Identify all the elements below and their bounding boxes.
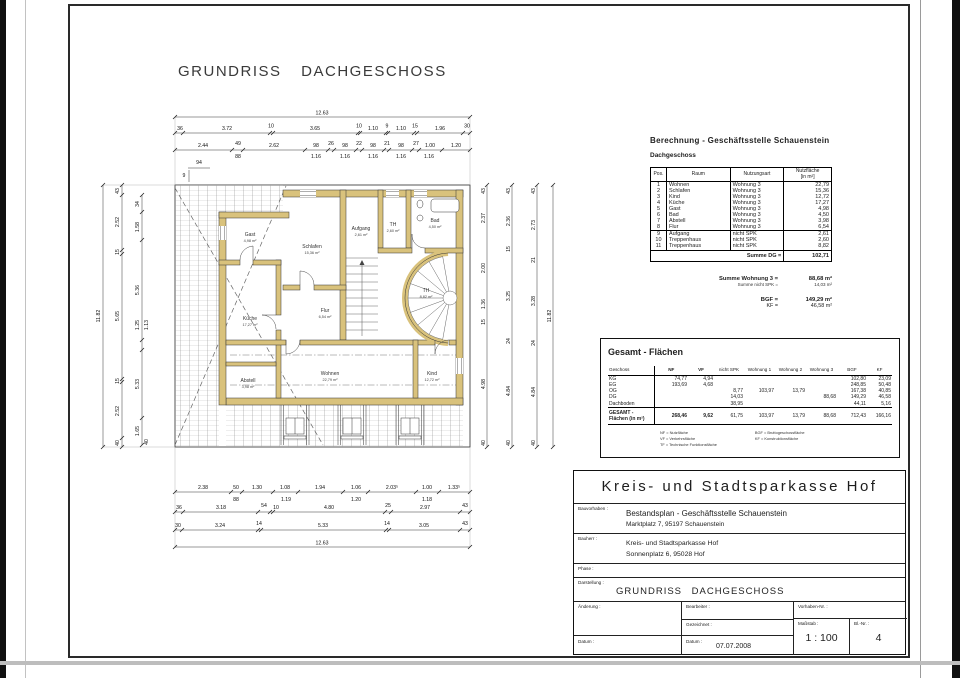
dim-label: 43 (462, 521, 468, 527)
cell: nicht SPK (730, 231, 784, 238)
dim-label: 1.20 (350, 497, 362, 503)
section-phase (574, 563, 905, 577)
dim-label: 1.10 (367, 126, 379, 132)
dim-label: 1.16 (423, 154, 435, 160)
table-row (608, 375, 892, 382)
dim-label: 3.28 (531, 295, 537, 307)
cell: 193,69 (671, 381, 687, 388)
dim-label: 54 (261, 503, 267, 509)
col-wohnung2: Wohnung 2 (775, 366, 806, 375)
cell: 102,80 (850, 375, 866, 382)
floor-plan (90, 100, 570, 560)
dim-label: 98 (313, 143, 319, 149)
cell: 103,97 (758, 388, 774, 395)
cell: Aufgang (666, 231, 730, 238)
bauherr-label: Bauherr : (578, 536, 597, 541)
cell-massstab (794, 619, 850, 655)
blnr-label: Bl.-Nr. : (854, 621, 870, 626)
room-area: 2,60 m² (386, 229, 400, 233)
dim-label: 1.25 (135, 319, 141, 331)
blnr-value: 4 (875, 632, 882, 644)
cell: Flur (666, 224, 730, 231)
scan-line-right (920, 0, 921, 678)
col-wohnung1: Wohnung 1 (744, 366, 775, 375)
dim-label: 1.08 (279, 485, 291, 491)
dim-label: 34 (135, 201, 141, 207)
dim-label: 40 (115, 440, 121, 446)
col-bgf: BGF (837, 366, 867, 375)
darstellung-value: GRUNDRISS DACHGESCHOSS (616, 586, 785, 597)
dim-label: 1.58 (135, 221, 141, 233)
room-area: 22,79 m² (322, 378, 338, 382)
dim-label: 98 (342, 143, 348, 149)
berechnung-subtitle: Dachgeschoss (650, 152, 696, 159)
room-name: Schlafen (302, 244, 322, 250)
dim-label: 2.97 (419, 505, 431, 511)
cell (775, 401, 806, 408)
dim-label: 15 (115, 249, 121, 255)
legend-item: KF = Konstruktionsfläche (754, 436, 799, 442)
cell: 268,46 (654, 407, 688, 425)
dim-label: 4.84 (506, 385, 512, 397)
room-schedule-table (650, 167, 832, 262)
cell-datum-mid (682, 635, 794, 655)
company-name: Kreis- und Stadtsparkasse Hof (601, 478, 878, 495)
dim-label: 98 (398, 143, 404, 149)
dim-label: 36 (177, 126, 183, 132)
dim-label: 25 (385, 503, 391, 509)
gesamt-legend (660, 430, 892, 448)
cell: EG (608, 382, 654, 388)
dim-label: 88 (233, 497, 239, 503)
cell: nicht SPK (730, 237, 784, 243)
col-raum: Raum (666, 168, 730, 182)
cell: 2 (656, 188, 660, 195)
cell: Treppenhaus (666, 237, 730, 243)
cell: 149,29 (850, 394, 866, 401)
cell: 50,48 (878, 381, 891, 388)
room-name: Wohnen (320, 371, 340, 377)
datum-left-label: Datum : (578, 639, 595, 644)
cell-aenderung (574, 602, 682, 635)
cell: 15,36 (784, 188, 832, 194)
summary-value: 88,68 m² (808, 275, 832, 282)
dim-label: 1.94 (314, 485, 326, 491)
total-label: GESAMT - Flächen (in m²) (608, 407, 654, 425)
dim-chain-bottom (173, 447, 472, 549)
cell: 14,03 (730, 394, 743, 401)
dim-label: 2.52 (115, 405, 121, 417)
gesamt-total-row (608, 407, 892, 425)
cell: Wohnung 3 (730, 182, 784, 189)
room-area: 4,98 m² (243, 239, 257, 243)
dim-label: 1.16 (367, 154, 379, 160)
cell: 46,58 (878, 394, 891, 401)
cell: 4,94 (703, 375, 713, 382)
dim-label: 2.62 (268, 143, 280, 149)
cell: 9,62 (688, 407, 714, 425)
table-row (608, 401, 892, 408)
room-area: 12,72 m² (424, 378, 440, 382)
dim-label: 49 (235, 141, 241, 147)
room-area: 15,36 m² (304, 251, 320, 255)
legend-item: NF = Nutzfläche (660, 430, 689, 436)
cell: 8,77 (733, 388, 743, 395)
dim-label: 1.10 (395, 126, 407, 132)
room-name: Kind (426, 371, 438, 377)
section-darstellung (574, 577, 905, 601)
col-geschoss: Geschoss (608, 366, 654, 375)
dim-label: 1.65 (135, 425, 141, 437)
dim-label: 26 (328, 141, 334, 147)
cell: 712,43 (837, 407, 867, 425)
dim-label: 9 (182, 173, 186, 179)
cell: Wohnung 3 (730, 206, 784, 212)
room-name: Abstell (240, 378, 256, 384)
room-name: Bad (430, 218, 440, 224)
dim-label: 3.05 (418, 523, 430, 529)
cell: 5,16 (881, 400, 891, 407)
cell: 74,77 (674, 375, 687, 382)
table-sum-row (651, 250, 832, 261)
dim-label: 1.36 (481, 298, 487, 310)
cell: DG (608, 394, 654, 400)
dim-label: 1.19 (280, 497, 292, 503)
dim-chain-left (96, 183, 175, 449)
dim-label: 2.44 (197, 143, 209, 149)
massstab-label: Maßstab : (798, 621, 819, 626)
cell: Gast (666, 206, 730, 212)
legend-item: BGF = Bruttogeschossfläche (754, 430, 805, 436)
cell-gezeichnet (682, 619, 794, 635)
dim-label: 40 (481, 440, 487, 446)
dim-label: 24 (506, 338, 512, 344)
col-nutzung: Nutzungsart (730, 168, 784, 182)
cell: 167,38 (850, 388, 866, 395)
scan-band-bottom (0, 661, 960, 665)
dim-label: 40 (531, 440, 537, 446)
dim-label: 27 (413, 141, 419, 147)
dim-label: 1.96 (434, 126, 446, 132)
aenderung-label: Änderung : (578, 604, 601, 609)
dim-label: 1.00 (424, 143, 436, 149)
dim-label: 98 (370, 143, 376, 149)
dim-label: 2.73 (531, 219, 537, 231)
cell: 23,09 (878, 375, 891, 382)
bauvorhaben-line2: Marktplatz 7, 95197 Schauenstein (626, 521, 725, 528)
cell: Kind (666, 194, 730, 200)
bauherr-line2: Sonnenplatz 6, 95028 Hof (626, 551, 705, 558)
room-name: Küche (242, 316, 258, 322)
room-area: 4,50 m² (428, 225, 442, 229)
dim-label: 36 (176, 505, 182, 511)
summary-label: KF = (766, 302, 778, 309)
cell: 6 (656, 212, 660, 219)
cell (688, 401, 714, 408)
cell: 17,27 (784, 200, 832, 206)
dim-label: 43 (531, 188, 537, 194)
room-name: TH (422, 288, 430, 294)
col-nicht-spk: nicht SPK (714, 366, 744, 375)
cell: 13,79 (775, 407, 806, 425)
cell: 4,68 (703, 381, 713, 388)
cell: 1 (656, 182, 660, 188)
area-summary (650, 276, 832, 309)
massstab-value: 1 : 100 (805, 632, 838, 644)
vorhaben-label: Vorhaben-Nr. : (798, 604, 828, 609)
cell: Wohnen (666, 182, 730, 189)
dim-label: 1.20 (450, 143, 462, 149)
dim-label: 1.18 (421, 497, 433, 503)
dim-label: 43 (481, 188, 487, 194)
phase-label: Phase : (578, 566, 594, 571)
datum-mid-label: Datum : (686, 639, 703, 644)
dim-label: 5.33 (317, 523, 329, 529)
dim-label: 2.38 (197, 485, 209, 491)
col-wohnung3: Wohnung 3 (806, 366, 837, 375)
room-name: Gast (244, 232, 256, 238)
dim-label: 4.80 (323, 505, 335, 511)
dim-label: 14 (256, 521, 262, 527)
sum-label: Summe DG = (651, 250, 784, 261)
cell: 88,68 (823, 394, 836, 401)
cell: 8 (656, 224, 660, 231)
cell (806, 401, 837, 408)
dim-label: 15 (115, 378, 121, 384)
cell: OG (608, 388, 654, 394)
dim-label: 5.36 (135, 284, 141, 296)
dim-label: 2.37 (481, 212, 487, 224)
cell: 9 (651, 231, 667, 238)
cell: 103,97 (744, 407, 775, 425)
dim-label: 12.63 (315, 110, 329, 117)
cell: 8,82 (784, 243, 832, 250)
cell: 10 (655, 237, 662, 244)
cell: Wohnung 3 (730, 200, 784, 206)
cell: 44,11 (853, 400, 866, 407)
room-name: Aufgang (351, 226, 371, 232)
col-flaeche: Nutzfläche [in m²] (784, 168, 832, 182)
cell: Treppenhaus (666, 243, 730, 250)
section-bauvorhaben (574, 503, 905, 533)
dim-label: 1.30 (251, 485, 263, 491)
room-area: 3,98 m² (241, 385, 255, 389)
dim-label: 1.16 (339, 154, 351, 160)
dim-label: 2.52 (115, 216, 121, 228)
dim-label: 3.65 (309, 126, 321, 132)
summary-value: 149,29 m² (805, 296, 832, 303)
col-kf: KF (867, 366, 892, 375)
room-area: 6,54 m² (318, 315, 332, 319)
cell: 2,61 (784, 231, 832, 238)
cell-vorhaben (794, 602, 907, 619)
dim-label: 2.03⁵ (385, 485, 399, 491)
bauvorhaben-line1: Bestandsplan - Geschäftsstelle Schauenstein (626, 509, 787, 518)
cell-blnr (850, 619, 907, 655)
berechnung-title: Berechnung - Geschäftsstelle Schauenstein (650, 136, 830, 145)
dim-label: 14 (384, 521, 390, 527)
dim-label: 30 (175, 523, 181, 529)
berechnung-block (650, 136, 836, 309)
bauvorhaben-label: Bauvorhaben : (578, 506, 608, 511)
cell: 6,54 (784, 224, 832, 231)
cell: 11 (655, 243, 662, 250)
cell: Dachboden (608, 401, 654, 408)
dim-label: 15 (481, 319, 487, 325)
summary-value: 14,03 m² (814, 281, 832, 287)
dim-label: 43 (506, 188, 512, 194)
dim-label: 1.16 (310, 154, 322, 160)
dim-label: 94 (196, 160, 202, 166)
cell: 248,85 (850, 381, 866, 388)
cell: 7 (656, 218, 660, 225)
cell: Wohnung 3 (730, 218, 784, 224)
dim-chain-right (481, 183, 555, 449)
room-name: Flur (320, 308, 330, 314)
cell: 4,50 (784, 212, 832, 218)
dim-label: 30 (464, 123, 470, 130)
dim-label: 10 (268, 123, 274, 130)
cell: Küche (666, 200, 730, 206)
dim-label: 1.33⁵ (447, 485, 461, 491)
dim-label: 15 (412, 123, 418, 130)
dim-label: 1.16 (395, 154, 407, 160)
summary-label: Summe nicht SPK = (737, 281, 778, 287)
dim-label: 3.72 (221, 126, 233, 132)
cell: 38,95 (730, 400, 743, 407)
dim-label: 3.24 (214, 523, 226, 529)
dim-label: 1.06 (350, 485, 362, 491)
scan-edge-left (0, 0, 6, 678)
cell: 13,79 (792, 388, 805, 395)
dim-label: 5.33 (135, 378, 141, 390)
cell: Abstell (666, 218, 730, 224)
cell: Bad (666, 212, 730, 218)
section-bauherr (574, 533, 905, 563)
cell: 166,16 (867, 407, 892, 425)
dim-label: 22 (356, 141, 362, 147)
gesamt-table (608, 366, 892, 425)
dim-label: 24 (531, 340, 537, 346)
scan-line-left (25, 0, 26, 678)
summary-label: Summe Wohnung 3 = (719, 275, 778, 282)
dim-label: 15 (506, 246, 512, 252)
dim-label: 4.98 (481, 378, 487, 390)
cell: Schlafen (666, 188, 730, 194)
cell: 3 (656, 194, 660, 201)
datum-value: 07.07.2008 (716, 643, 752, 650)
cell: Wohnung 3 (730, 194, 784, 200)
dim-label: 43 (462, 503, 468, 509)
dim-label: 21 (384, 141, 390, 147)
cell: nicht SPK (730, 243, 784, 250)
title-block (573, 470, 906, 655)
gesamt-title: Gesamt - Flächen (608, 347, 684, 357)
dim-label: 3.25 (506, 290, 512, 302)
gesamt-header-row (608, 366, 892, 375)
section-revision-grid (574, 601, 905, 654)
cell (775, 375, 806, 382)
cell: 4 (656, 200, 660, 207)
dim-label: 88 (235, 154, 241, 160)
room-area: 8,82 m² (419, 295, 433, 299)
cell-datum-left (574, 635, 682, 655)
cell: Wohnung 3 (730, 212, 784, 218)
cell (714, 375, 744, 382)
cell: KG (608, 375, 654, 382)
cell: 3,98 (784, 218, 832, 224)
cell: Wohnung 3 (730, 224, 784, 231)
gesamt-flaechen-box (600, 338, 900, 458)
dim-label: 11.82 (547, 309, 553, 323)
summary-label: BGF = (760, 296, 778, 303)
cell: 88,68 (806, 407, 837, 425)
dim-label: 43 (115, 188, 121, 194)
cell: 12,72 (784, 194, 832, 200)
cell (806, 375, 837, 382)
cell: 4,98 (784, 206, 832, 212)
col-vf: VF (688, 366, 714, 375)
dim-label: 3.18 (215, 505, 227, 511)
scan-edge-right (952, 0, 960, 678)
summary-value: 46,58 m² (810, 302, 832, 309)
dim-label: 40 (506, 440, 512, 446)
dim-label: 4.84 (531, 386, 537, 398)
dim-label: 2.36 (506, 215, 512, 227)
room-area: 2,61 m² (354, 233, 368, 237)
bauherr-line1: Kreis- und Stadtsparkasse Hof (626, 540, 719, 547)
dim-label: 1.00 (421, 485, 433, 491)
cell: 2,60 (784, 237, 832, 243)
bearbeiter-label: Bearbeiter : (686, 604, 710, 609)
dim-label: 5.65 (115, 310, 121, 322)
drawing-title: GRUNDRISS DACHGESCHOSS (178, 63, 447, 80)
dim-label: 21 (531, 257, 537, 263)
dim-label: 9 (385, 123, 389, 130)
col-pos: Pos. (651, 168, 667, 182)
table-header-row (651, 168, 832, 182)
dim-label: 11.82 (96, 309, 102, 323)
cell (744, 401, 775, 408)
dim-label: 50 (233, 485, 239, 491)
cell: Wohnung 3 (730, 188, 784, 194)
dim-label: 10 (273, 505, 279, 511)
dim-label: 2.00 (481, 262, 487, 274)
gezeichnet-label: Gezeichnet : (686, 622, 712, 627)
legend-item: VF = Verkehrsfläche (660, 436, 696, 442)
room-area: 17,27 m² (242, 323, 258, 327)
dim-label: 10 (356, 123, 362, 130)
sum-value: 102,71 (784, 250, 832, 261)
cell: 40,85 (878, 388, 891, 395)
cell: 61,75 (714, 407, 744, 425)
room-name: TH (389, 222, 397, 228)
cell: 5 (656, 206, 660, 213)
dim-label: 1.13 (144, 319, 150, 331)
cell-bearbeiter (682, 602, 794, 619)
dim-label: 40 (144, 439, 150, 445)
cell (654, 401, 688, 408)
darstellung-label: Darstellung : (578, 580, 604, 585)
dim-chain-top (173, 111, 472, 186)
legend-item: TF = Technische Funktionsfläche (660, 442, 717, 448)
col-nf: NF (654, 366, 688, 375)
cell: 22,79 (784, 182, 832, 189)
cell (744, 375, 775, 382)
dim-label: 12.63 (315, 540, 329, 547)
